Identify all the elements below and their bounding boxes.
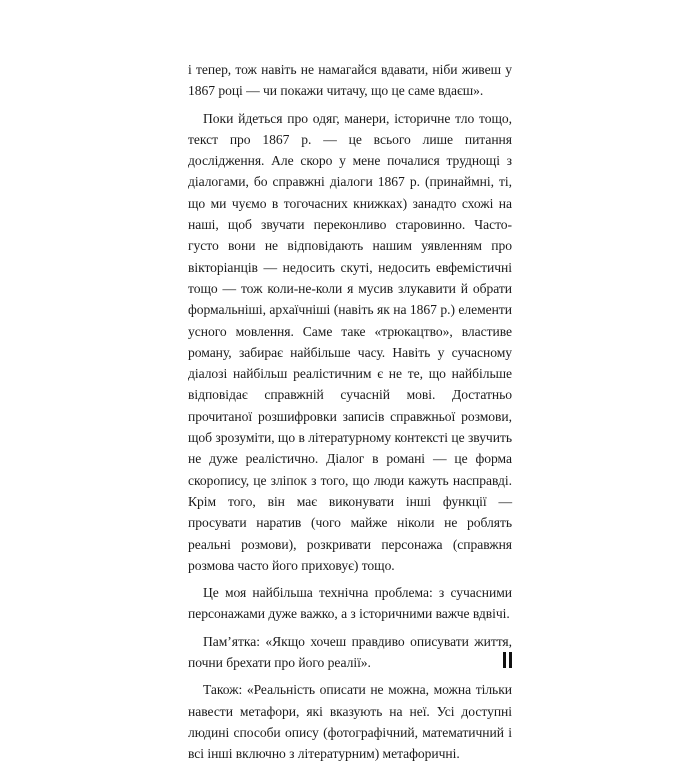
bar-left: [503, 652, 506, 668]
paragraph-dialogue-problem: Поки йдеться про одяг, манери, історичне тло тощо, текст про 1867 р. — це всього лише питання дослідження. Але скоро у мене почалися труднощі з діалогами, бо справжні діалоги 1867 р. (принаймні, ті, що ми чуємо в тогочасних книжках) занадто схожі на наші, щоб звучати переконливо старовинно. Часто-густо вони не відповідають нашим уявленням про вікторіанців — недосить скуті, недосить евфемістичні тощо — тож коли-не-коли я мусив злукавити й обрати формальніші, архаїчніші (навіть як на 1867 р.) елементи усного мовлення. Саме таке «трюкацтво», властиве роману, забирає найбільше часу. Навіть у сучасному діалозі найбільш реалістичним є не те, що найбільше відповідає справжній сучасній мові. Достатньо прочитаної розшифровки записів справжньої розмови, щоб зрозуміти, що в літературному контексті це звучить не дуже реалістично. Діалог в романі — це форма скоропису, це зліпок з того, що люди кажуть насправді. Крім того, він має виконувати інші функції — просувати наратив (чого майже ніколи не роблять реальні розмови), розкривати персонажа (справжня розмова часто його приховує) тощо.: [188, 110, 512, 573]
paragraph-technical-problem: Це моя найбільша технічна проблема: з сучасними персонажами дуже важко, а з історичними важче вдвічі.: [188, 585, 512, 622]
paragraph-continued: і тепер, тож навіть не намагайся вдавати, ніби живеш у 1867 році — чи покажи читачу, що це саме вдаєш».: [188, 62, 512, 99]
bar-right: [509, 652, 512, 668]
double-bar-icon: [503, 652, 515, 668]
paragraph-memo: Пам’ятка: «Якщо хочеш правдиво описувати життя, почни брехати про його реалії».: [188, 633, 512, 671]
body-text: [188, 59, 512, 765]
paragraph-reality-quote: Також: «Реальність описати не можна, можна тільки навести метафори, які вказують на неї. Усі доступні людині способи опису (фотографічний, математичний і всі інші включно з літературним) метафоричні.: [188, 682, 512, 762]
